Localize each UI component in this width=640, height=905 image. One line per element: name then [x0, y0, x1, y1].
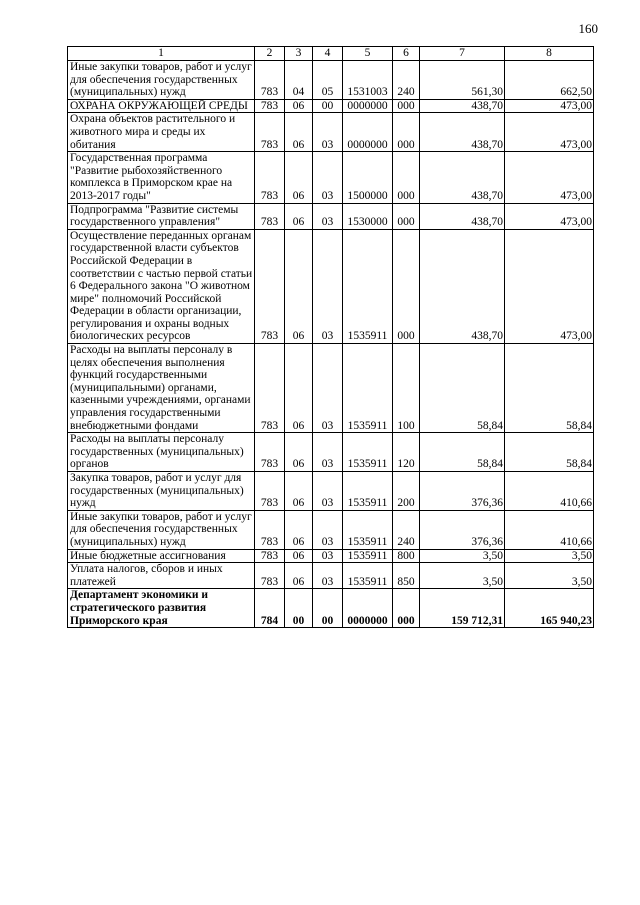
cell-expense-type: 000	[393, 589, 420, 628]
cell-amount-year2: 165 940,23	[505, 589, 594, 628]
cell-ministry: 783	[255, 113, 285, 152]
cell-amount-year1: 438,70	[420, 113, 505, 152]
cell-target-article: 0000000	[343, 99, 393, 113]
cell-section: 00	[285, 589, 313, 628]
row-name: Подпрограмма "Развитие системы государственного управления"	[68, 203, 255, 229]
cell-amount-year1: 3,50	[420, 563, 505, 589]
cell-amount-year1: 438,70	[420, 229, 505, 343]
cell-amount-year2: 58,84	[505, 344, 594, 433]
table-row	[68, 203, 594, 229]
cell-section: 06	[285, 203, 313, 229]
table-row	[68, 61, 594, 100]
cell-subsection: 03	[313, 229, 343, 343]
cell-amount-year2: 473,00	[505, 152, 594, 203]
cell-amount-year2: 662,50	[505, 61, 594, 100]
cell-target-article: 1535911	[343, 433, 393, 472]
cell-amount-year2: 410,66	[505, 472, 594, 511]
cell-target-article: 1535911	[343, 344, 393, 433]
cell-ministry: 783	[255, 203, 285, 229]
cell-expense-type: 000	[393, 152, 420, 203]
cell-expense-type: 240	[393, 510, 420, 549]
cell-subsection: 03	[313, 472, 343, 511]
cell-ministry: 783	[255, 152, 285, 203]
cell-expense-type: 800	[393, 549, 420, 563]
row-name: Расходы на выплаты персоналу в целях обеспечения выполнения функций государственными (муниципальными) органами, казенными учреждениями, органами управления государственными внебюджетными фондами	[68, 344, 255, 433]
cell-subsection: 03	[313, 433, 343, 472]
cell-subsection: 03	[313, 563, 343, 589]
cell-subsection: 05	[313, 61, 343, 100]
cell-amount-year2: 473,00	[505, 113, 594, 152]
cell-amount-year2: 3,50	[505, 549, 594, 563]
cell-amount-year1: 58,84	[420, 344, 505, 433]
cell-amount-year2: 58,84	[505, 433, 594, 472]
page-number: 160	[578, 21, 598, 36]
cell-section: 06	[285, 472, 313, 511]
row-name: Осуществление переданных органам государственной власти субъектов Российской Федерации в соответствии с частью первой статьи 6 Федерального закона "О животном мире" полномочий Российской Федерации в области организации, регулирования и охраны водных биологических ресурсов	[68, 229, 255, 343]
cell-ministry: 783	[255, 549, 285, 563]
cell-ministry: 783	[255, 433, 285, 472]
cell-amount-year1: 438,70	[420, 99, 505, 113]
cell-expense-type: 200	[393, 472, 420, 511]
cell-section: 04	[285, 61, 313, 100]
row-name: Расходы на выплаты персоналу государственных (муниципальных) органов	[68, 433, 255, 472]
cell-section: 06	[285, 113, 313, 152]
cell-subsection: 03	[313, 113, 343, 152]
cell-ministry: 783	[255, 344, 285, 433]
cell-section: 06	[285, 549, 313, 563]
header-cell: 4	[313, 47, 343, 61]
row-name: ОХРАНА ОКРУЖАЮЩЕЙ СРЕДЫ	[68, 99, 255, 113]
cell-expense-type: 000	[393, 113, 420, 152]
cell-amount-year1: 438,70	[420, 203, 505, 229]
cell-expense-type: 850	[393, 563, 420, 589]
cell-subsection: 03	[313, 344, 343, 433]
cell-subsection: 03	[313, 549, 343, 563]
cell-target-article: 1535911	[343, 563, 393, 589]
cell-ministry: 784	[255, 589, 285, 628]
row-name: Охрана объектов растительного и животного мира и среды их обитания	[68, 113, 255, 152]
cell-section: 06	[285, 433, 313, 472]
row-name: Закупка товаров, работ и услуг для государственных (муниципальных) нужд	[68, 472, 255, 511]
cell-amount-year1: 376,36	[420, 510, 505, 549]
table-row	[68, 152, 594, 203]
cell-section: 06	[285, 99, 313, 113]
cell-amount-year1: 3,50	[420, 549, 505, 563]
cell-amount-year1: 561,30	[420, 61, 505, 100]
row-name: Иные бюджетные ассигнования	[68, 549, 255, 563]
table-row	[68, 99, 594, 113]
table-row	[68, 549, 594, 563]
cell-subsection: 03	[313, 510, 343, 549]
row-name: Иные закупки товаров, работ и услуг для обеспечения государственных (муниципальных) нужд	[68, 510, 255, 549]
table-row	[68, 113, 594, 152]
cell-expense-type: 100	[393, 344, 420, 433]
cell-expense-type: 000	[393, 229, 420, 343]
cell-amount-year2: 3,50	[505, 563, 594, 589]
cell-expense-type: 240	[393, 61, 420, 100]
table-row	[68, 344, 594, 433]
cell-target-article: 0000000	[343, 113, 393, 152]
cell-amount-year2: 473,00	[505, 99, 594, 113]
cell-ministry: 783	[255, 472, 285, 511]
cell-section: 06	[285, 229, 313, 343]
header-row	[68, 47, 594, 61]
cell-subsection: 00	[313, 589, 343, 628]
cell-subsection: 03	[313, 152, 343, 203]
cell-target-article: 1535911	[343, 472, 393, 511]
table-row	[68, 589, 594, 628]
header-cell: 2	[255, 47, 285, 61]
header-cell: 3	[285, 47, 313, 61]
cell-ministry: 783	[255, 61, 285, 100]
cell-amount-year2: 473,00	[505, 203, 594, 229]
cell-ministry: 783	[255, 99, 285, 113]
cell-target-article: 1500000	[343, 152, 393, 203]
header-cell: 1	[68, 47, 255, 61]
cell-target-article: 1531003	[343, 61, 393, 100]
cell-section: 06	[285, 344, 313, 433]
budget-table	[67, 46, 594, 628]
cell-amount-year1: 159 712,31	[420, 589, 505, 628]
cell-amount-year1: 438,70	[420, 152, 505, 203]
row-name: Государственная программа "Развитие рыбохозяйственного комплекса в Приморском крае на 2013-2017 годы"	[68, 152, 255, 203]
table-row	[68, 433, 594, 472]
cell-target-article: 1535911	[343, 549, 393, 563]
cell-amount-year1: 58,84	[420, 433, 505, 472]
table-row	[68, 472, 594, 511]
table-row	[68, 563, 594, 589]
header-cell: 7	[420, 47, 505, 61]
cell-expense-type: 000	[393, 203, 420, 229]
cell-target-article: 1535911	[343, 229, 393, 343]
cell-ministry: 783	[255, 510, 285, 549]
cell-target-article: 1530000	[343, 203, 393, 229]
row-name: Уплата налогов, сборов и иных платежей	[68, 563, 255, 589]
row-name: Департамент экономики и стратегического развития Приморского края	[68, 589, 255, 628]
cell-ministry: 783	[255, 563, 285, 589]
cell-ministry: 783	[255, 229, 285, 343]
cell-expense-type: 120	[393, 433, 420, 472]
cell-amount-year1: 376,36	[420, 472, 505, 511]
row-name: Иные закупки товаров, работ и услуг для обеспечения государственных (муниципальных) нужд	[68, 61, 255, 100]
table-row	[68, 510, 594, 549]
cell-target-article: 0000000	[343, 589, 393, 628]
cell-section: 06	[285, 563, 313, 589]
cell-expense-type: 000	[393, 99, 420, 113]
header-cell: 5	[343, 47, 393, 61]
cell-section: 06	[285, 510, 313, 549]
table-row	[68, 229, 594, 343]
cell-amount-year2: 410,66	[505, 510, 594, 549]
cell-target-article: 1535911	[343, 510, 393, 549]
header-cell: 6	[393, 47, 420, 61]
cell-section: 06	[285, 152, 313, 203]
cell-amount-year2: 473,00	[505, 229, 594, 343]
header-cell: 8	[505, 47, 594, 61]
cell-subsection: 03	[313, 203, 343, 229]
cell-subsection: 00	[313, 99, 343, 113]
